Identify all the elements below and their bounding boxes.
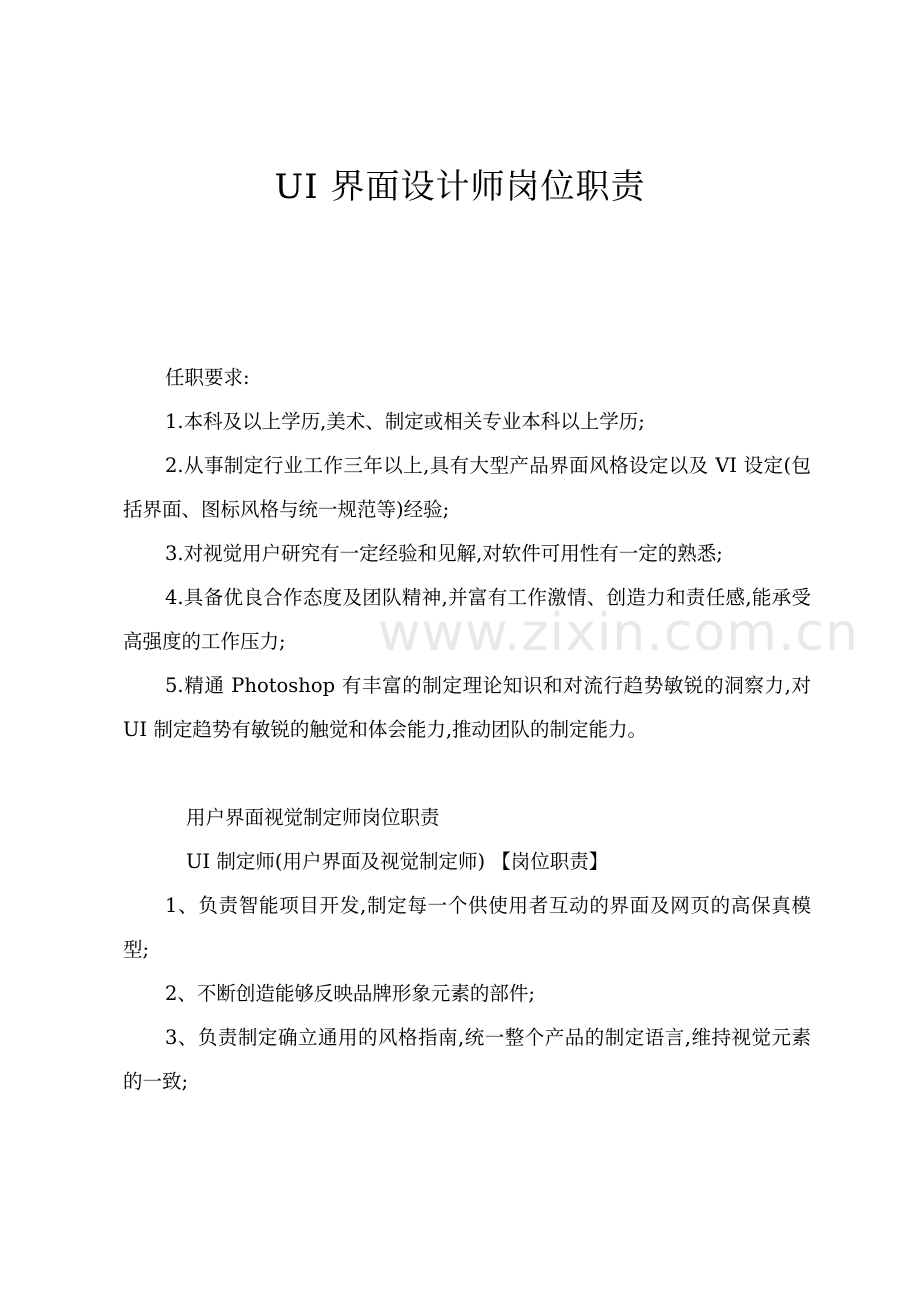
document-body [123, 356, 811, 1104]
duty-item: 3、负责制定确立通用的风格指南,统一整个产品的制定语言,维持视觉元素的一致; [123, 1026, 811, 1093]
requirement-item: 2.从事制定行业工作三年以上,具有大型产品界面风格设定以及 VI 设定(包括界面、图标风格与统一规范等)经验; [123, 454, 811, 521]
requirement-item: 3.对视觉用户研究有一定经验和见解,对软件可用性有一定的熟悉; [165, 542, 723, 565]
requirements-heading: 任职要求: [165, 366, 250, 389]
requirement-item: 5.精通 Photoshop 有丰富的制定理论知识和对流行趋势敏锐的洞察力,对 UI 制定趋势有敏锐的触觉和体会能力,推动团队的制定能力。 [123, 674, 811, 741]
watermark-text: www.zixin.com.cn [378, 603, 859, 663]
section-spacer [123, 752, 811, 796]
duty-item: 1、负责智能项目开发,制定每一个供使用者互动的界面及网页的高保真模型; [123, 894, 811, 961]
duties-heading: 用户界面视觉制定师岗位职责 [186, 806, 440, 829]
requirement-item: 4.具备优良合作态度及团队精神,并富有工作激情、创造力和责任感,能承受高强度的工作压力; [123, 586, 811, 653]
duty-item: 2、不断创造能够反映品牌形象元素的部件; [165, 982, 535, 1005]
duties-subheading: UI 制定师(用户界面及视觉制定师) 【岗位职责】 [186, 850, 609, 873]
document-title: UI 界面设计师岗位职责 [274, 167, 646, 207]
requirement-item: 1.本科及以上学历,美术、制定或相关专业本科以上学历; [165, 410, 645, 433]
